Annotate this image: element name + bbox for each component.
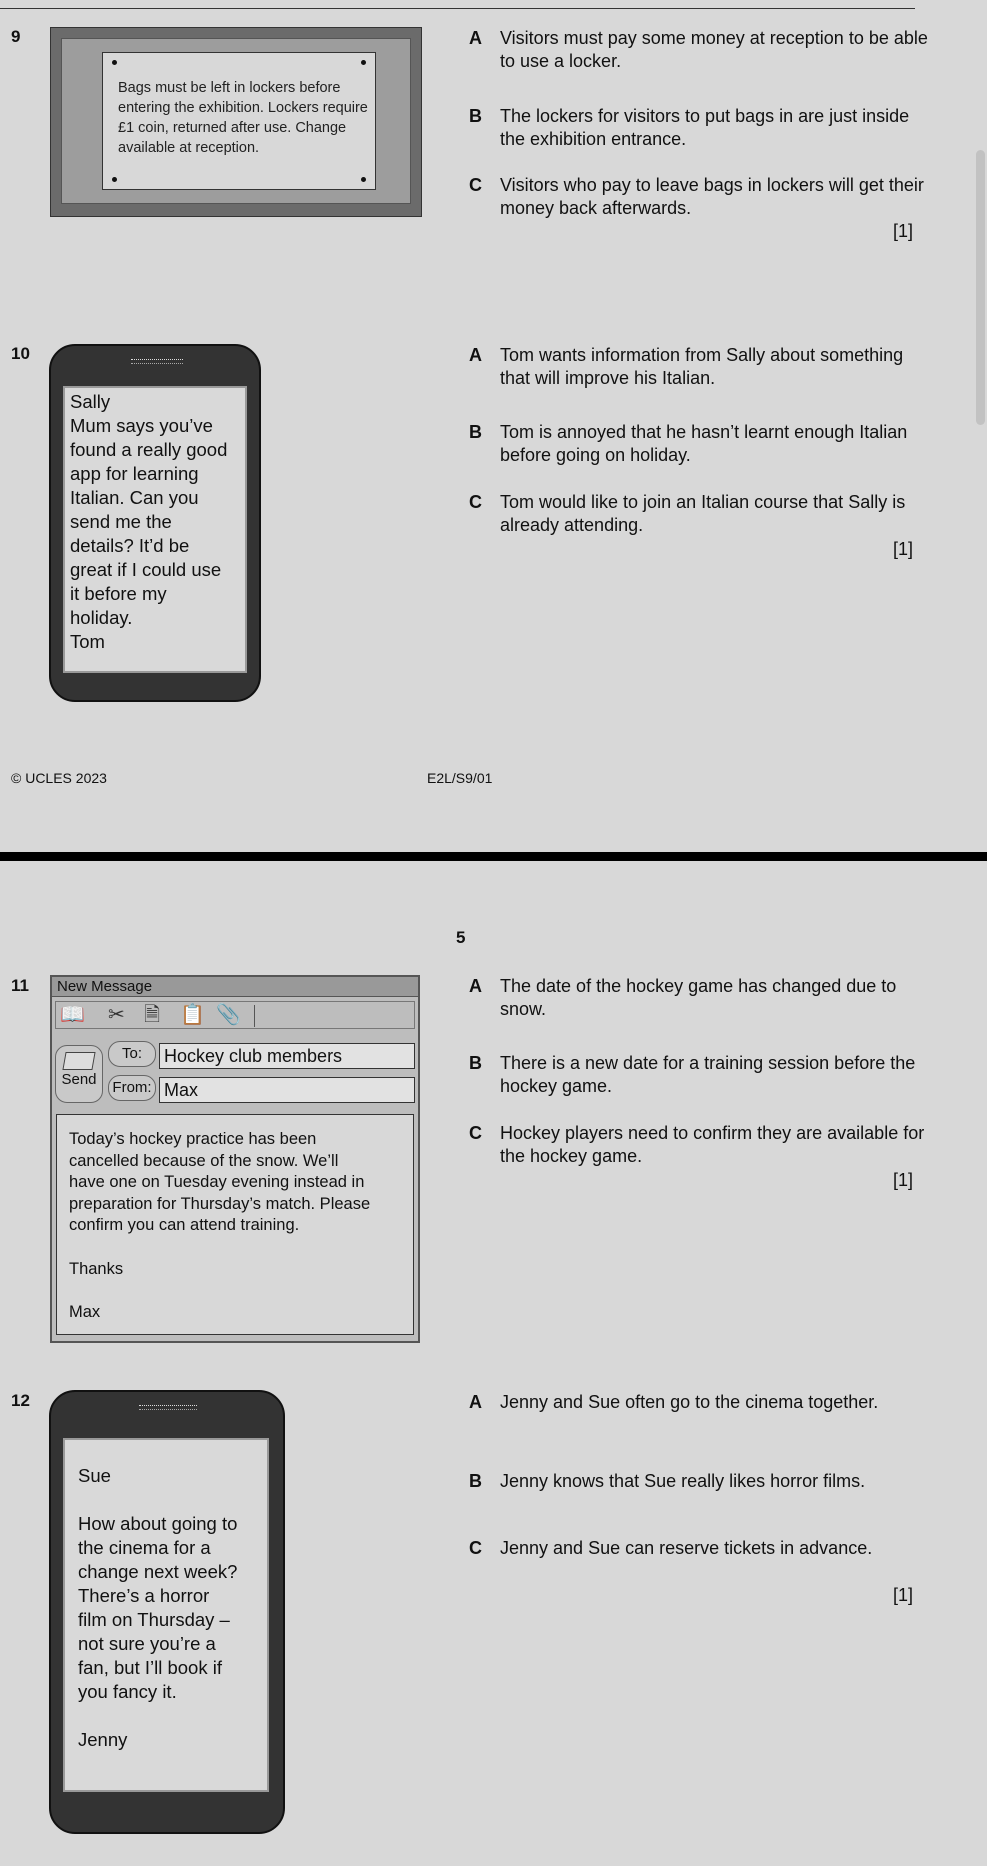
toolbar-separator (254, 1005, 255, 1027)
question-number: 9 (11, 27, 21, 46)
to-field[interactable]: Hockey club members (159, 1043, 415, 1069)
text-message: Sue How about going to the cinema for a change next week? There’s a horror film on Thursday – not sure you’re a fan, but I’ll book if you fancy it. Jenny (78, 1465, 238, 1750)
screw-dot (112, 60, 117, 65)
from-field[interactable]: Max (159, 1077, 415, 1103)
option-a[interactable]: A Tom wants information from Sally about something that will improve his Italian. (469, 345, 904, 388)
option-c[interactable]: C Visitors who pay to leave bags in lockers will get their money back afterwards. (469, 175, 924, 218)
option-a[interactable]: A Visitors must pay some money at reception to be able to use a locker. (469, 28, 928, 71)
mark-allocation: [1] (892, 221, 913, 241)
paper-code: E2L/S9/01 (427, 770, 493, 786)
question-number: 10 (11, 344, 30, 363)
option-b[interactable]: B The lockers for visitors to put bags in are just inside the exhibition entrance. (469, 106, 910, 149)
paste-icon[interactable]: 📋 (180, 1004, 205, 1026)
option-b[interactable]: B Tom is annoyed that he hasn’t learnt enough Italian before going on holiday. (469, 422, 908, 465)
send-button[interactable]: Send (55, 1045, 103, 1103)
speaker-grille (131, 359, 183, 364)
question-number: 12 (11, 1391, 30, 1410)
option-b[interactable]: B Jenny knows that Sue really likes horror films. (469, 1471, 866, 1491)
option-b[interactable]: B There is a new date for a training session before the hockey game. (469, 1053, 916, 1096)
signature: Max (69, 1303, 101, 1321)
mark-allocation: [1] (892, 1585, 913, 1605)
copy-icon[interactable]: 🗎 (144, 1004, 161, 1026)
envelope-icon (62, 1052, 95, 1070)
question-number: 11 (11, 976, 29, 995)
screw-dot (361, 60, 366, 65)
copyright: © UCLES 2023 (11, 770, 107, 786)
mark-allocation: [1] (892, 539, 913, 559)
page-divider (0, 852, 987, 861)
closing: Thanks (69, 1259, 124, 1278)
scissors-icon[interactable]: ✂ (108, 1004, 125, 1026)
option-c[interactable]: C Hockey players need to confirm they are available for the hockey game. (469, 1123, 925, 1166)
mark-allocation: [1] (892, 1170, 913, 1190)
speaker-grille (139, 1405, 197, 1410)
paperclip-icon[interactable]: 📎 (216, 1004, 241, 1026)
phone-screen (63, 386, 247, 673)
top-rule (0, 8, 915, 9)
text-message: Sally Mum says you’ve found a really good app for learning Italian. Can you send me the details? It’d be great if I could use it before my holiday. Tom (70, 391, 228, 652)
sign-text: Bags must be left in lockers before entering the exhibition. Lockers require £1 coin, returned after use. Change available at reception. (118, 80, 368, 156)
email-window (50, 975, 420, 1343)
email-toolbar (55, 1001, 415, 1029)
address-book-icon[interactable]: 📖 (60, 1004, 85, 1026)
locker-sign (50, 27, 422, 217)
page-number: 5 (456, 928, 466, 947)
option-c[interactable]: C Tom would like to join an Italian course that Sally is already attending. (469, 492, 906, 535)
scrollbar-thumb[interactable] (976, 150, 985, 425)
screw-dot (112, 177, 117, 182)
window-title: New Message (52, 977, 418, 997)
from-label: From: (108, 1075, 156, 1101)
option-a[interactable]: A Jenny and Sue often go to the cinema together. (469, 1392, 879, 1412)
sign-panel (102, 52, 376, 190)
option-c[interactable]: C Jenny and Sue can reserve tickets in advance. (469, 1538, 873, 1558)
phone (49, 1390, 285, 1834)
message-body[interactable]: Today’s hockey practice has been cancelled because of the snow. We’ll have one on Tuesday evening instead in preparation for Thursday’s match. Please confirm you can attend training. Thanks Max (56, 1114, 414, 1335)
to-label: To: (108, 1041, 156, 1067)
phone-screen (63, 1438, 269, 1792)
option-a[interactable]: A The date of the hockey game has changed due to snow. (469, 976, 897, 1019)
screw-dot (361, 177, 366, 182)
phone (49, 344, 261, 702)
